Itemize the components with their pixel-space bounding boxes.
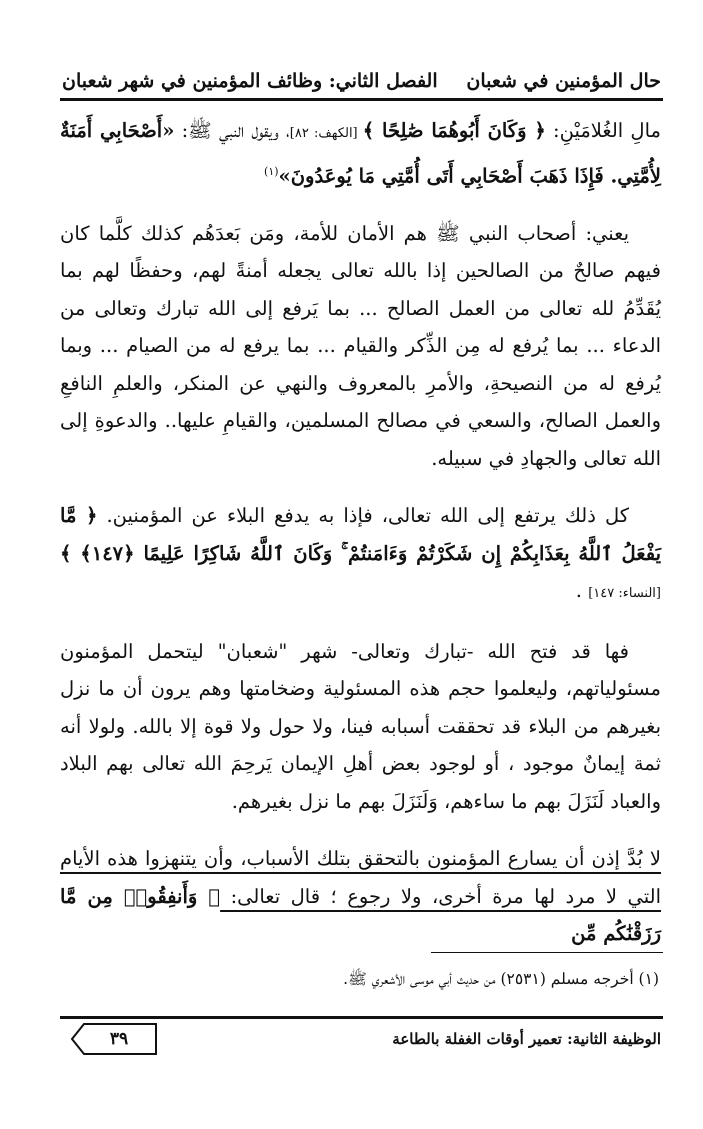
p1-text-b: ، ويقول النبي ﷺ: — [174, 119, 290, 142]
paragraph-5 — [60, 840, 661, 953]
p5-underlined-text: لا بُدَّ إذن أن يسارع المؤمنون بالتحقق بتلك الأسباب، وأن يتنهزوا هذه الأيام التي لا مرد لها مرة أخرى، ولا رجوع ؛ قال تعالى: — [60, 847, 662, 908]
paragraph-3 — [60, 497, 661, 613]
page-number: ٣٩ — [109, 1029, 129, 1049]
hadith-text: «أَصْحَابِي أَمَنَةٌ لِأُمَّتِي. فَإِذَا ذَهَبَ أَصْحَابِي أَتَى أُمَّتِي مَا يُوعَدُونَ» — [60, 119, 661, 187]
footnote-marker: (١) — [264, 164, 279, 178]
paragraph-2: يعني: أصحاب النبي ﷺ هم الأمان للأمة، ومَن بَعدَهُم كذلك كلَّما كان فيهم صالحٌ من الصالحين إذا بالله تعالى يجعله أمنةً لهم، وحفظًا لهم بما يُقَدِّمُ لله تعالى من العمل الصالح ... بما يَرفع إلى الله تبارك وتعالى من الدعاء ... بما يُرفع له مِن الذِّكر والقيام ... بما يرفع له من الصيام ... وبما يُرفع له من النصيحةِ، والأمرِ بالمعروف والنهي عن المنكر، والعلمِ النافعِ والعمل الصالح، والسعي في مصالح المسلمين، والقيامِ عليها.. والدعوةِ إلى الله تعالى والجهادِ في سبيله. — [60, 221, 661, 470]
header-rule — [60, 98, 663, 101]
p3-text: كل ذلك يرتفع إلى الله تعالى، فإذا به يدفع البلاء عن المؤمنين. — [97, 504, 629, 527]
quran-ref-kahf: [الكهف: ٨٢] — [289, 126, 363, 141]
quran-ref-nisa: [النساء: ١٤٧] — [588, 586, 661, 601]
footer-title: الوظيفة الثانية: تعمير أوقات الغفلة بالطاعة — [392, 1030, 661, 1048]
paragraph-4: فها قد فتح الله -تبارك وتعالى- شهر "شعبان" ليتحمل المؤمنون مسئولياتهم، وليعلموا حجم هذه المسئولية وضخامتها وهم يرون أن ما نزل بغيرهم من البلاء قد تحققت أسبابه فينا، ولا حول ولا قوة إلا بالله. ولولا أنه ثمة إيمانٌ موجود ، أو لوجود بعض أهلِ الإيمان يَرحِمَ الله تعالى بهم البلاد والعباد لَنَزَلَ بهم ما ساءهم، وَلَنَزَلَ بهم ما نزل بغيرهم. — [60, 639, 661, 813]
p1-text-a: مالِ الغُلامَيْنِ: — [545, 119, 661, 142]
paragraph-1 — [60, 112, 661, 195]
body-text — [60, 112, 661, 973]
header-chapter-title: الفصل الثاني: وظائف المؤمنين في شهر شعبان — [62, 70, 438, 92]
quran-verse-nisa: ﴿ مَّا يَفْعَلُ ٱللَّهُ بِعَذَابِكُمْ إِن شَكَرْتُمْ وَءَامَنتُمْ ۚ وَكَانَ ٱللَّهُ شَاكِرًا عَلِيمًا ﴿١٤٧﴾ ﴾ — [60, 504, 661, 565]
quran-verse-kahf: ﴿ وَكَانَ أَبُوهُمَا صَٰلِحًا ﴾ — [362, 119, 546, 142]
header-book-title: حال المؤمنين في شعبان — [466, 70, 661, 92]
p3-end: . — [575, 579, 589, 602]
footnote-rule — [431, 952, 663, 953]
footnote: (١) أخرجه مسلم (٢٥٣١) من حديث أبي موسى الأشعري ﷺ. — [343, 970, 659, 988]
quran-verse-munafiqun: ﴿ وَأَنفِقُوا۟ مِن مَّا رَزَقْنَٰكُم مِّن — [60, 884, 661, 945]
footer-rule — [60, 1016, 663, 1019]
running-head — [62, 58, 661, 92]
